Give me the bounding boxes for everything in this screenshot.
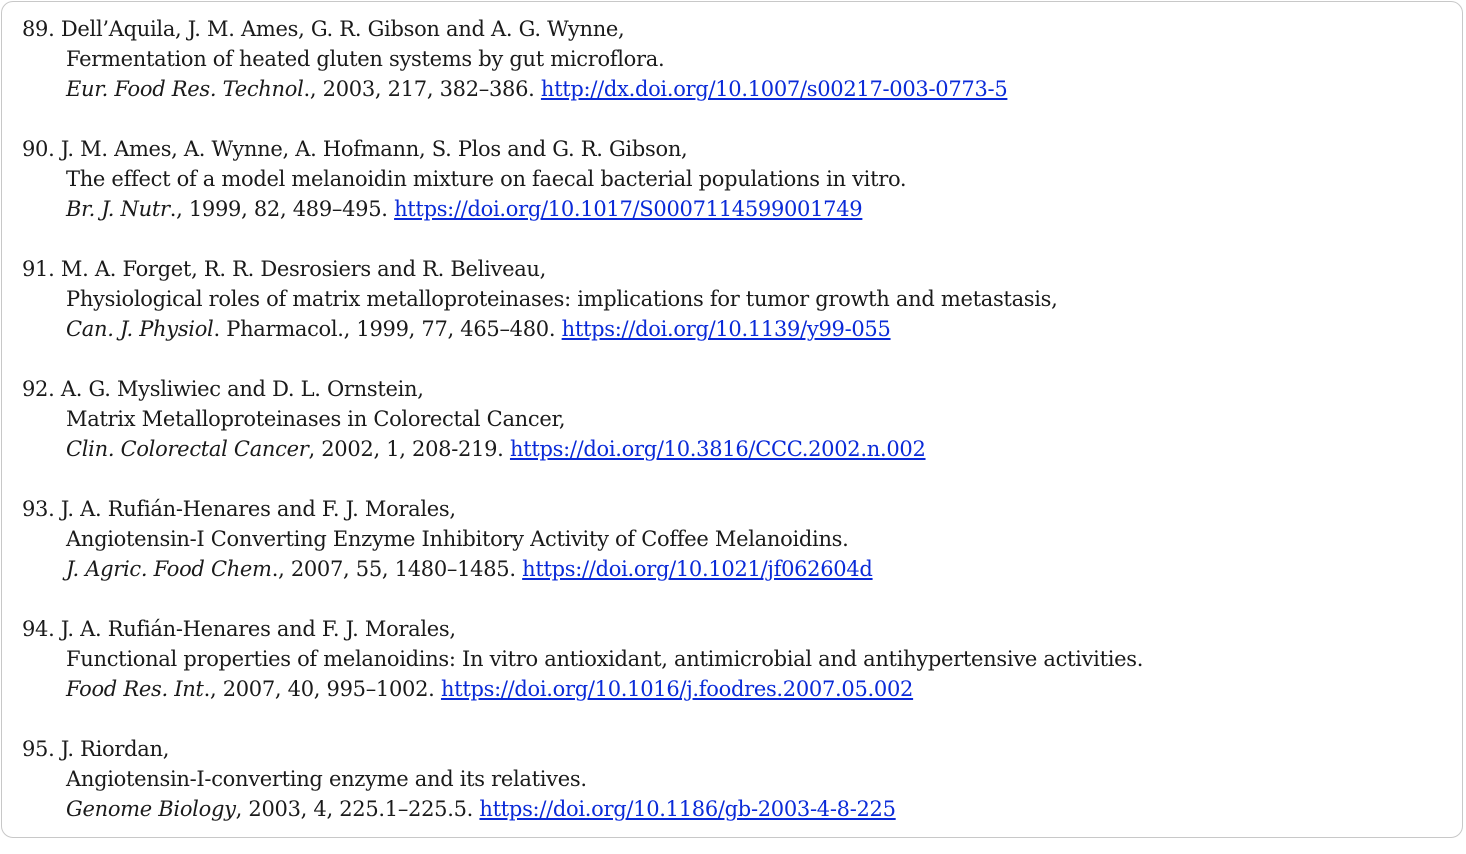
reference-authors-line xyxy=(22,374,1143,404)
reference-journal: Br. J. Nutr xyxy=(66,197,170,221)
reference-details: ., 2003, 217, 382–386. xyxy=(303,77,535,101)
reference-authors-line xyxy=(22,614,1143,644)
reference-item-92 xyxy=(22,374,1143,494)
reference-authors: Dell’Aquila, J. M. Ames, G. R. Gibson and A. G. Wynne, xyxy=(60,17,625,41)
reference-item-91 xyxy=(22,254,1143,374)
reference-source-line xyxy=(22,194,1143,224)
reference-item-89 xyxy=(22,14,1143,134)
reference-details: , 2003, 4, 225.1–225.5. xyxy=(235,797,474,821)
reference-title: Fermentation of heated gluten systems by gut microflora. xyxy=(66,47,665,71)
reference-item-93 xyxy=(22,494,1143,614)
reference-title: Physiological roles of matrix metalloproteinases: implications for tumor growth and metastasis, xyxy=(66,287,1058,311)
doi-link[interactable]: https://doi.org/10.3816/CCC.2002.n.002 xyxy=(509,437,926,461)
doi-link[interactable]: https://doi.org/10.1139/y99-055 xyxy=(561,317,891,341)
reference-title: Angiotensin-I Converting Enzyme Inhibitory Activity of Coffee Melanoidins. xyxy=(66,527,849,551)
doi-link[interactable]: https://doi.org/10.1017/S0007114599001749 xyxy=(394,197,863,221)
reference-item-90 xyxy=(22,134,1143,254)
reference-source-line xyxy=(22,434,1143,464)
reference-authors-line xyxy=(22,134,1143,164)
reference-journal: Food Res. Int xyxy=(66,677,204,701)
reference-authors-line xyxy=(22,14,1143,44)
reference-authors-line xyxy=(22,254,1143,284)
reference-details: ., 1999, 82, 489–495. xyxy=(169,197,388,221)
reference-title: Functional properties of melanoidins: In vitro antioxidant, antimicrobial and antihypertensive activities. xyxy=(66,647,1144,671)
doi-link[interactable]: http://dx.doi.org/10.1007/s00217-003-0773-5 xyxy=(540,77,1008,101)
reference-source-line xyxy=(22,554,1143,584)
doi-link[interactable]: https://doi.org/10.1016/j.foodres.2007.05.002 xyxy=(440,677,914,701)
reference-details: ., 2007, 55, 1480–1485. xyxy=(271,557,516,581)
doi-link[interactable]: https://doi.org/10.1186/gb-2003-4-8-225 xyxy=(479,797,896,821)
reference-number: 93. xyxy=(22,497,55,521)
reference-number: 92. xyxy=(22,377,55,401)
reference-details: . Pharmacol., 1999, 77, 465–480. xyxy=(213,317,556,341)
reference-authors: J. M. Ames, A. Wynne, A. Hofmann, S. Plos and G. R. Gibson, xyxy=(60,137,688,161)
reference-journal: Clin. Colorectal Cancer xyxy=(66,437,309,461)
reference-source-line xyxy=(22,674,1143,704)
reference-number: 95. xyxy=(22,737,55,761)
reference-number: 94. xyxy=(22,617,55,641)
reference-panel xyxy=(1,1,1463,838)
reference-details: ., 2007, 40, 995–1002. xyxy=(203,677,435,701)
reference-authors: J. Riordan, xyxy=(60,737,170,761)
reference-journal: Eur. Food Res. Technol xyxy=(66,77,304,101)
reference-list xyxy=(22,14,1143,854)
reference-journal: Can. J. Physiol xyxy=(66,317,214,341)
reference-authors: A. G. Mysliwiec and D. L. Ornstein, xyxy=(60,377,424,401)
reference-authors: J. A. Rufián-Henares and F. J. Morales, xyxy=(60,617,456,641)
reference-source-line xyxy=(22,794,1143,824)
reference-authors: J. A. Rufián-Henares and F. J. Morales, xyxy=(60,497,456,521)
doi-link[interactable]: https://doi.org/10.1021/jf062604d xyxy=(522,557,873,581)
reference-number: 89. xyxy=(22,17,55,41)
reference-authors: M. A. Forget, R. R. Desrosiers and R. Beliveau, xyxy=(60,257,547,281)
reference-title: Angiotensin-I-converting enzyme and its relatives. xyxy=(66,767,587,791)
reference-source-line xyxy=(22,74,1143,104)
reference-title: Matrix Metalloproteinases in Colorectal Cancer, xyxy=(66,407,566,431)
reference-authors-line xyxy=(22,494,1143,524)
reference-journal: J. Agric. Food Chem xyxy=(66,557,272,581)
reference-item-94 xyxy=(22,614,1143,734)
reference-number: 91. xyxy=(22,257,55,281)
reference-number: 90. xyxy=(22,137,55,161)
reference-details: , 2002, 1, 208-219. xyxy=(308,437,504,461)
reference-item-95 xyxy=(22,734,1143,854)
reference-authors-line xyxy=(22,734,1143,764)
reference-source-line xyxy=(22,314,1143,344)
reference-journal: Genome Biology xyxy=(66,797,236,821)
reference-title: The effect of a model melanoidin mixture on faecal bacterial populations in vitro. xyxy=(66,167,907,191)
